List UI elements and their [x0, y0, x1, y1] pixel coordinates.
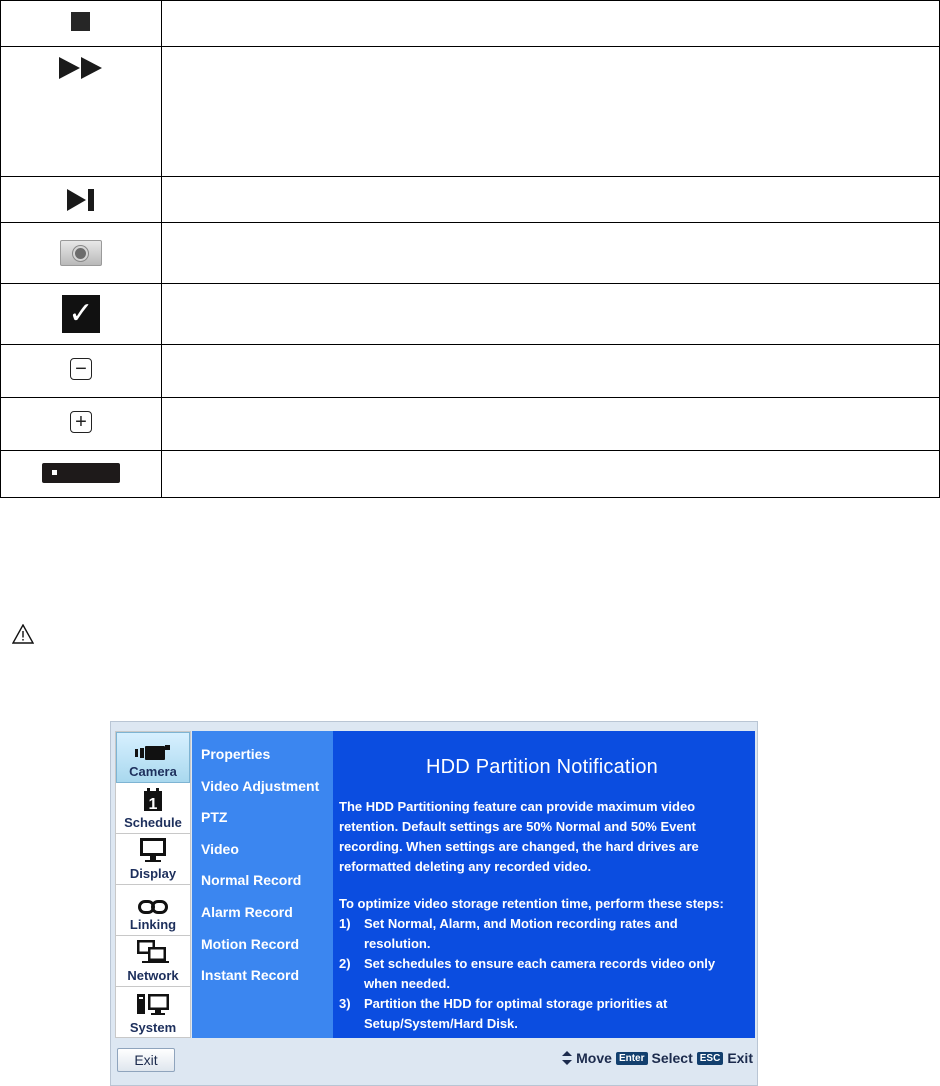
esc-key-badge: ESC [697, 1052, 724, 1065]
menu-item-instant-record[interactable]: Instant Record [201, 967, 300, 984]
hdd-notification-panel [333, 731, 755, 1038]
table-row [1, 284, 940, 345]
sidebar-item-schedule[interactable] [116, 783, 190, 834]
fast-forward-icon [59, 57, 103, 79]
next-frame-icon [67, 189, 95, 211]
menu-item-motion-record[interactable]: Motion Record [201, 935, 299, 952]
sidebar-item-label: Schedule [124, 815, 182, 830]
menu-item-video[interactable]: Video [201, 840, 239, 857]
select-hint: Select [651, 1050, 693, 1066]
table-row [1, 47, 940, 177]
warning-triangle-icon [12, 624, 34, 644]
menu-item-video-adjustment[interactable]: Video Adjustment [201, 777, 320, 794]
menu-item-ptz[interactable]: PTZ [201, 809, 228, 826]
exit-button[interactable]: Exit [117, 1048, 175, 1072]
sidebar-item-display[interactable] [116, 834, 190, 885]
expand-plus-icon: + [70, 411, 92, 433]
calendar-icon [143, 788, 163, 812]
camera-icon [135, 745, 171, 761]
sidebar-item-system[interactable] [116, 987, 190, 1038]
status-bar-icon [42, 463, 120, 483]
svg-text:1: 1 [148, 796, 158, 812]
network-icon [136, 939, 170, 965]
sidebar-item-label: Linking [129, 917, 177, 932]
sidebar-item-camera[interactable] [116, 732, 190, 783]
collapse-minus-icon: − [70, 358, 92, 380]
sidebar-item-linking[interactable] [116, 885, 190, 936]
footer-bar [117, 1046, 753, 1076]
stop-icon [71, 12, 90, 31]
move-hint: Move [576, 1050, 612, 1066]
menu-item-properties[interactable]: Properties [201, 746, 271, 762]
icon-legend-table [0, 0, 940, 498]
camera-submenu [192, 731, 333, 1038]
table-row [1, 451, 940, 498]
setup-sidebar [115, 731, 191, 1038]
enter-key-badge: Enter [616, 1052, 648, 1065]
link-icon [138, 900, 168, 914]
list-item: 3) Partition the HDD for optimal storage priorities at Setup/System/Hard Disk. [339, 996, 668, 1031]
menu-item-normal-record[interactable]: Normal Record [201, 872, 302, 889]
panel-intro: To optimize video storage retention time, perform these steps: [339, 896, 724, 911]
steps-list [339, 914, 745, 1034]
system-icon [136, 993, 170, 1017]
key-hints [562, 1050, 753, 1066]
dvr-setup-screen [110, 721, 758, 1086]
sidebar-item-label: Camera [129, 764, 177, 779]
table-row [1, 1, 940, 47]
table-row [1, 223, 940, 284]
list-item: 2) Set schedules to ensure each camera records video only when needed. [339, 956, 716, 991]
sidebar-item-label: Network [127, 968, 179, 983]
sidebar-item-label: Display [129, 866, 177, 881]
sidebar-item-network[interactable] [116, 936, 190, 987]
table-row [1, 177, 940, 223]
exit-hint: Exit [727, 1050, 753, 1066]
monitor-icon [139, 837, 167, 863]
panel-title: HDD Partition Notification [426, 756, 658, 778]
checkbox-checked-icon: ✓ [62, 295, 100, 333]
menu-item-alarm-record[interactable]: Alarm Record [201, 903, 293, 920]
disc-button-icon [60, 240, 102, 266]
table-row [1, 345, 940, 398]
panel-paragraph: The HDD Partitioning feature can provide maximum video retention. Default settings are 50% Normal and 50% Event recording. When settings are changed, the hard drives are reformatted deleting any recorded video. [339, 799, 699, 874]
list-item: 1) Set Normal, Alarm, and Motion recording rates and resolution. [339, 916, 678, 951]
sidebar-item-label: System [129, 1020, 177, 1035]
up-down-arrows-icon [562, 1051, 572, 1065]
table-row [1, 398, 940, 451]
